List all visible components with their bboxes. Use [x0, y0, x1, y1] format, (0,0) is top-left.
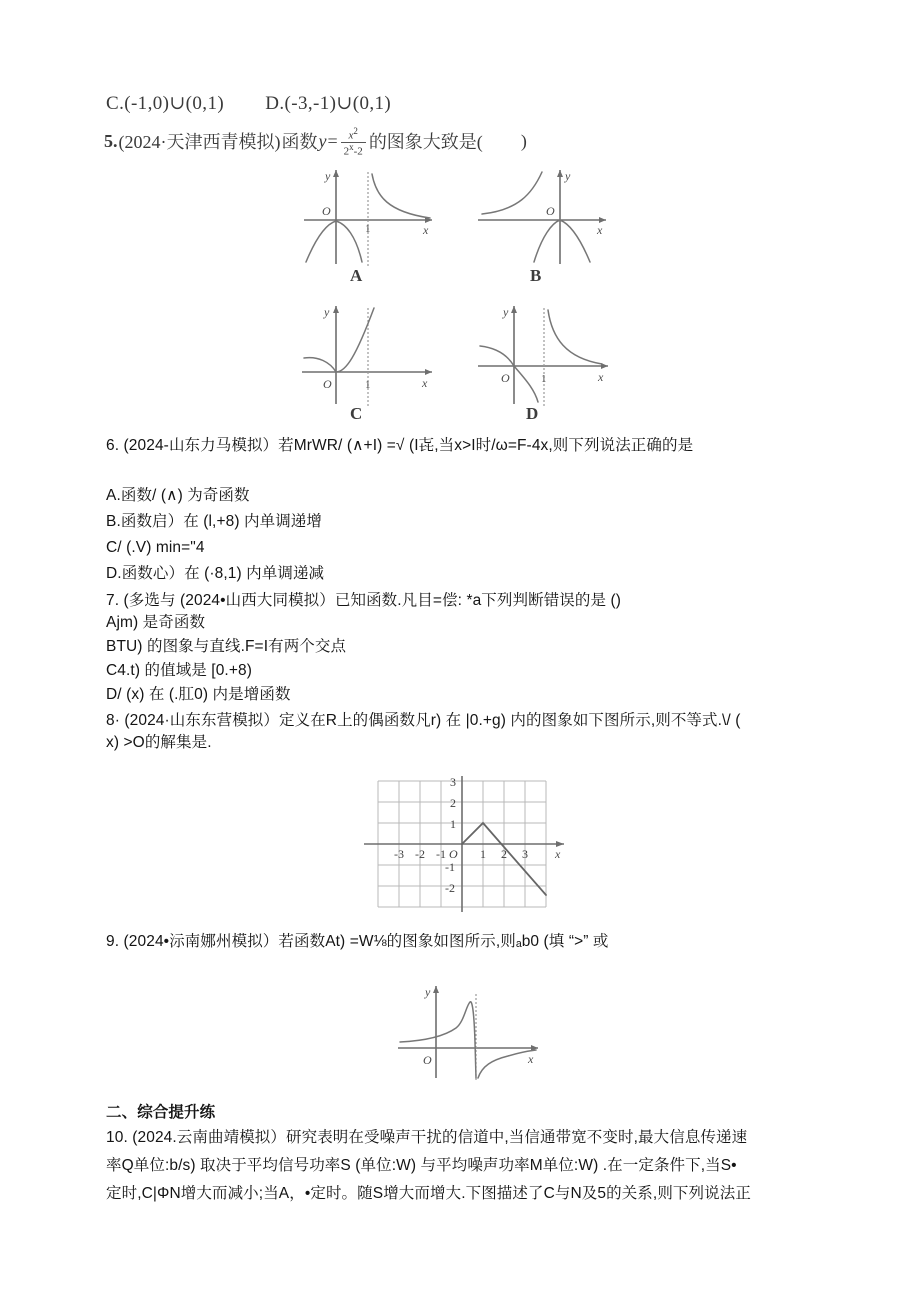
q5c-y-axis-label: y	[324, 305, 330, 319]
q8-stem-line2: x) >O的解集是.	[106, 734, 212, 751]
q5-stem-post: 的图象大致是(	[368, 132, 483, 153]
q8-origin-label: O	[449, 847, 458, 861]
q8-xtick--3: -3	[394, 847, 404, 861]
q8-ytick-1: 1	[450, 817, 456, 831]
q6-option-d: D.函数心）在 (·8,1) 内单调递减	[106, 565, 325, 582]
q7-option-d: D/ (x) 在 (.肛0) 内是增函数	[106, 686, 291, 703]
q8-ytick-3: 3	[450, 775, 456, 789]
q5d-x-axis-label: x	[598, 370, 604, 384]
q5c-tick-1: 1	[365, 379, 371, 391]
q5d-y-axis-label: y	[503, 305, 509, 319]
q5-fraction-numerator: $x^2$	[348, 126, 358, 142]
q10-line-1: 10. (2024.云南曲靖模拟）研究表明在受噪声干扰的信道中,当信通带宽不变时,最大信息传递速	[106, 1129, 748, 1146]
q8-x-axis-label: x	[555, 847, 561, 861]
q7-stem: 7. (多选与 (2024•山西大同模拟）已知函数.凡目=偿: *a下列判断错误的是 ()	[106, 592, 622, 609]
q5a-y-axis-label: y	[325, 169, 331, 183]
q5-figure-a	[292, 162, 442, 285]
q5-stem	[104, 126, 527, 156]
q8-figure	[356, 772, 576, 917]
q5-figure-d-label: D	[526, 404, 539, 423]
q5-formula-fraction	[341, 127, 366, 157]
q9-figure	[390, 980, 550, 1080]
q10-line-3: 定时,C|ΦN增大而减小;当A，•定时。随S增大而增大.下图描述了C与N及5的关系,则下列说法正	[106, 1185, 751, 1202]
q5-stem-end: )	[520, 130, 527, 151]
q7-option-a: Ajm) 是奇函数	[106, 614, 206, 631]
q6-option-c: C/ (.V) min="4	[106, 539, 205, 556]
q5a-tick-1: 1	[365, 223, 371, 235]
q5d-origin-label: O	[501, 371, 510, 385]
section2-heading: 二、综合提升练	[106, 1104, 216, 1121]
q5b-y-axis-label: y	[565, 169, 571, 183]
q8-xtick-1: 1	[480, 847, 486, 861]
q8-xtick--1: -1	[436, 847, 446, 861]
q5-stem-pre: 函数	[281, 132, 318, 153]
q5-figure-c-label: C	[350, 404, 363, 423]
q4-options-tail: C.(-1,0)∪(0,1) D.(-3,-1)∪(0,1)	[106, 93, 392, 114]
q8-xtick-2: 2	[501, 847, 507, 861]
q5-fraction-denominator: 2$^x$-2	[341, 142, 366, 158]
q5-figure-c	[292, 300, 442, 423]
q9-origin-label: O	[423, 1053, 432, 1067]
q5-figure-d	[472, 300, 622, 423]
q5-figure-b-label: B	[530, 266, 542, 285]
q5b-origin-label: O	[546, 204, 555, 218]
q8-xtick-3: 3	[522, 847, 528, 861]
q9-x-axis-label: x	[528, 1052, 534, 1066]
q6-stem: 6. (2024-山东力马模拟）若MrWR/ (∧+I) =√ (I㐂,当x>I时/ω=F-4x,则下列说法正确的是	[106, 437, 694, 454]
q5b-x-axis-label: x	[597, 223, 603, 237]
q8-ytick-2: 2	[450, 796, 456, 810]
q6-option-a: A.函数/ (∧) 为奇函数	[106, 487, 250, 504]
q5-number: 5.	[104, 130, 118, 151]
q8-xtick--2: -2	[415, 847, 425, 861]
q9-stem: 9. (2024•沶南娜州模拟）若函数At) =W⅛的图象如图所示,则ₐb0 (填 “>” 或	[106, 933, 609, 950]
q7-option-c: C4.t) 的值域是 [0.+8)	[106, 662, 252, 679]
q5c-origin-label: O	[323, 377, 332, 391]
q5a-x-axis-label: x	[423, 223, 429, 237]
q6-option-b: B.函数启）在 (l,+8) 内单调递增	[106, 513, 323, 530]
q5-source: (2024·天津西青模拟)	[118, 132, 281, 153]
q8-ytick--1: -1	[445, 860, 455, 874]
q5a-origin-label: O	[322, 204, 331, 218]
q5-figure-a-label: A	[350, 266, 363, 285]
q7-option-b: BTU) 的图象与直线.F=I有两个交点	[106, 638, 347, 655]
q5-formula-eq: =	[327, 130, 338, 151]
q9-y-axis-label: y	[425, 985, 431, 999]
q5-formula-lhs: y	[318, 130, 327, 151]
q5c-x-axis-label: x	[422, 376, 428, 390]
q8-stem-line1: 8· (2024·山东东营模拟）定义在R上的偶函数凡r) 在 |0.+g) 内的图象如下图所示,则不等式.\/ (	[106, 712, 741, 729]
q5d-tick-1: 1	[541, 373, 547, 385]
q10-line-2: 率Q单位:b/s) 取决于平均信号功率S (单位:W) 与平均噪声功率M单位:W) .在一定条件下,当S•	[106, 1157, 737, 1174]
q5-figure-b	[472, 162, 622, 285]
q8-ytick--2: -2	[445, 881, 455, 895]
